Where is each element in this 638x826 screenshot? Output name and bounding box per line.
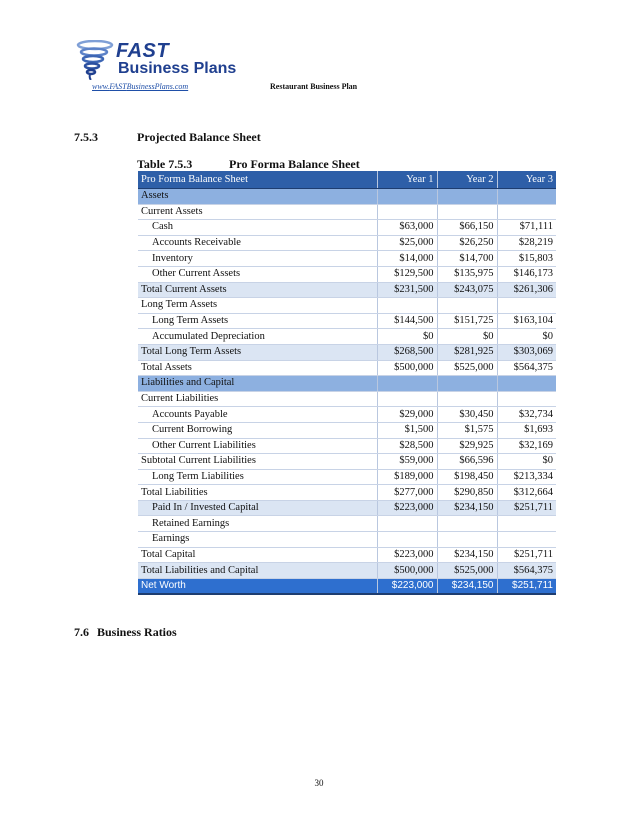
year-3-value: $71,111	[497, 220, 556, 236]
row-label: Other Current Assets	[138, 266, 377, 282]
year-3-value: $312,664	[497, 485, 556, 501]
table-row	[138, 532, 556, 548]
table-row	[138, 469, 556, 485]
row-label: Current Borrowing	[138, 422, 377, 438]
row-label: Accounts Receivable	[138, 235, 377, 251]
year-1-value: $268,500	[377, 344, 437, 360]
row-label: Total Liabilities	[138, 485, 377, 501]
section-number: 7.5.3	[74, 130, 98, 144]
row-label: Cash	[138, 220, 377, 236]
row-label: Paid In / Invested Capital	[138, 500, 377, 516]
year-1-value: $189,000	[377, 469, 437, 485]
year-2-value: $29,925	[437, 438, 497, 454]
year-2-value	[437, 391, 497, 407]
year-2-value	[437, 376, 497, 392]
year-1-value	[377, 204, 437, 220]
year-3-value: $261,306	[497, 282, 556, 298]
year-3-value: $28,219	[497, 235, 556, 251]
year-3-value: $564,375	[497, 563, 556, 579]
row-label: Total Capital	[138, 547, 377, 563]
year-1-value: $500,000	[377, 563, 437, 579]
table-row	[138, 407, 556, 423]
year-2-value: $234,150	[437, 500, 497, 516]
year-3-value: $251,711	[497, 547, 556, 563]
table-row	[138, 391, 556, 407]
year-2-value: $234,150	[437, 547, 497, 563]
url-prefix: www.	[92, 82, 110, 91]
year-3-value: $32,169	[497, 438, 556, 454]
year-1-value: $144,500	[377, 313, 437, 329]
year-2-value: $198,450	[437, 469, 497, 485]
year-3-value: $1,693	[497, 422, 556, 438]
year-1-value: $223,000	[377, 500, 437, 516]
year-1-value	[377, 516, 437, 532]
row-label: Total Current Assets	[138, 282, 377, 298]
year-1-value: $28,500	[377, 438, 437, 454]
table-row	[138, 189, 556, 205]
table-row	[138, 266, 556, 282]
row-label: Retained Earnings	[138, 516, 377, 532]
section-title: Projected Balance Sheet	[137, 130, 261, 144]
table-row	[138, 563, 556, 579]
table-row	[138, 360, 556, 376]
year-3-value: $564,375	[497, 360, 556, 376]
year-3-value	[497, 532, 556, 548]
row-label: Accounts Payable	[138, 407, 377, 423]
table-row	[138, 438, 556, 454]
row-label: Long Term Assets	[138, 313, 377, 329]
year-1-value: $277,000	[377, 485, 437, 501]
table-row	[138, 454, 556, 470]
row-label: Long Term Liabilities	[138, 469, 377, 485]
year-2-value: $234,150	[437, 578, 497, 594]
year-2-value: $281,925	[437, 344, 497, 360]
tornado-logo-icon	[76, 40, 114, 80]
page-number: 30	[314, 778, 324, 788]
year-3-value: $0	[497, 454, 556, 470]
table-caption-name: Pro Forma Balance Sheet	[229, 157, 360, 171]
column-header: Year 1	[377, 171, 437, 189]
row-label: Other Current Liabilities	[138, 438, 377, 454]
year-3-value: $251,711	[497, 578, 556, 594]
year-2-value: $1,575	[437, 422, 497, 438]
year-3-value	[497, 298, 556, 314]
table-row	[138, 547, 556, 563]
table-caption-number: Table 7.5.3	[137, 157, 193, 171]
table-row	[138, 376, 556, 392]
year-1-value: $1,500	[377, 422, 437, 438]
year-1-value: $129,500	[377, 266, 437, 282]
row-label: Long Term Assets	[138, 298, 377, 314]
row-label: Accumulated Depreciation	[138, 329, 377, 345]
year-1-value: $25,000	[377, 235, 437, 251]
year-2-value: $66,150	[437, 220, 497, 236]
year-3-value: $15,803	[497, 251, 556, 267]
year-2-value	[437, 204, 497, 220]
year-2-value	[437, 298, 497, 314]
year-1-value: $29,000	[377, 407, 437, 423]
table-row	[138, 329, 556, 345]
table-row	[138, 516, 556, 532]
year-1-value: $223,000	[377, 578, 437, 594]
year-2-value: $66,596	[437, 454, 497, 470]
year-2-value: $135,975	[437, 266, 497, 282]
year-2-value: $525,000	[437, 563, 497, 579]
column-header: Year 2	[437, 171, 497, 189]
year-2-value	[437, 516, 497, 532]
document-title: Restaurant Business Plan	[270, 82, 358, 91]
year-3-value	[497, 391, 556, 407]
year-1-value: $63,000	[377, 220, 437, 236]
column-header: Pro Forma Balance Sheet	[138, 171, 377, 189]
year-1-value	[377, 189, 437, 205]
year-1-value	[377, 298, 437, 314]
year-1-value: $14,000	[377, 251, 437, 267]
row-label: Inventory	[138, 251, 377, 267]
table-caption	[137, 157, 360, 172]
table-row	[138, 344, 556, 360]
year-1-value: $231,500	[377, 282, 437, 298]
table-row	[138, 500, 556, 516]
company-logo	[76, 40, 246, 84]
table-row	[138, 313, 556, 329]
table-row	[138, 220, 556, 236]
year-3-value	[497, 189, 556, 205]
year-1-value: $500,000	[377, 360, 437, 376]
year-2-value	[437, 532, 497, 548]
year-1-value	[377, 376, 437, 392]
year-2-value: $0	[437, 329, 497, 345]
year-3-value	[497, 204, 556, 220]
row-label: Current Assets	[138, 204, 377, 220]
table-row	[138, 204, 556, 220]
table-row	[138, 282, 556, 298]
year-3-value	[497, 376, 556, 392]
year-3-value: $251,711	[497, 500, 556, 516]
row-label: Total Assets	[138, 360, 377, 376]
section-title: Business Ratios	[97, 625, 177, 639]
year-1-value: $223,000	[377, 547, 437, 563]
table-row	[138, 235, 556, 251]
row-label: Net Worth	[138, 578, 377, 594]
year-3-value: $163,104	[497, 313, 556, 329]
table-row	[138, 298, 556, 314]
row-label: Current Liabilities	[138, 391, 377, 407]
row-label: Total Liabilities and Capital	[138, 563, 377, 579]
row-label: Subtotal Current Liabilities	[138, 454, 377, 470]
year-3-value: $0	[497, 329, 556, 345]
table-row	[138, 578, 556, 594]
row-label: Assets	[138, 189, 377, 205]
row-label: Total Long Term Assets	[138, 344, 377, 360]
year-1-value	[377, 532, 437, 548]
url-fast: FAST	[109, 82, 127, 91]
year-2-value: $151,725	[437, 313, 497, 329]
logo-fast-text: FAST	[116, 40, 170, 62]
table-row	[138, 251, 556, 267]
table-header-row	[138, 171, 556, 189]
year-2-value: $30,450	[437, 407, 497, 423]
year-2-value: $243,075	[437, 282, 497, 298]
logo-business-plans-text: Business Plans	[118, 60, 237, 77]
year-2-value: $525,000	[437, 360, 497, 376]
table-row	[138, 422, 556, 438]
year-2-value: $14,700	[437, 251, 497, 267]
year-3-value: $146,173	[497, 266, 556, 282]
website-link[interactable]	[92, 82, 188, 91]
year-3-value: $303,069	[497, 344, 556, 360]
column-header: Year 3	[497, 171, 556, 189]
section-heading-business-ratios	[74, 625, 177, 640]
year-1-value: $0	[377, 329, 437, 345]
row-label: Liabilities and Capital	[138, 376, 377, 392]
year-2-value	[437, 189, 497, 205]
section-number: 7.6	[74, 625, 89, 639]
url-suffix: BusinessPlans.com	[126, 82, 189, 91]
year-3-value	[497, 516, 556, 532]
table-row	[138, 485, 556, 501]
year-1-value	[377, 391, 437, 407]
year-3-value: $213,334	[497, 469, 556, 485]
year-2-value: $290,850	[437, 485, 497, 501]
year-2-value: $26,250	[437, 235, 497, 251]
year-1-value: $59,000	[377, 454, 437, 470]
row-label: Earnings	[138, 532, 377, 548]
year-3-value: $32,734	[497, 407, 556, 423]
balance-sheet-table	[138, 171, 556, 595]
